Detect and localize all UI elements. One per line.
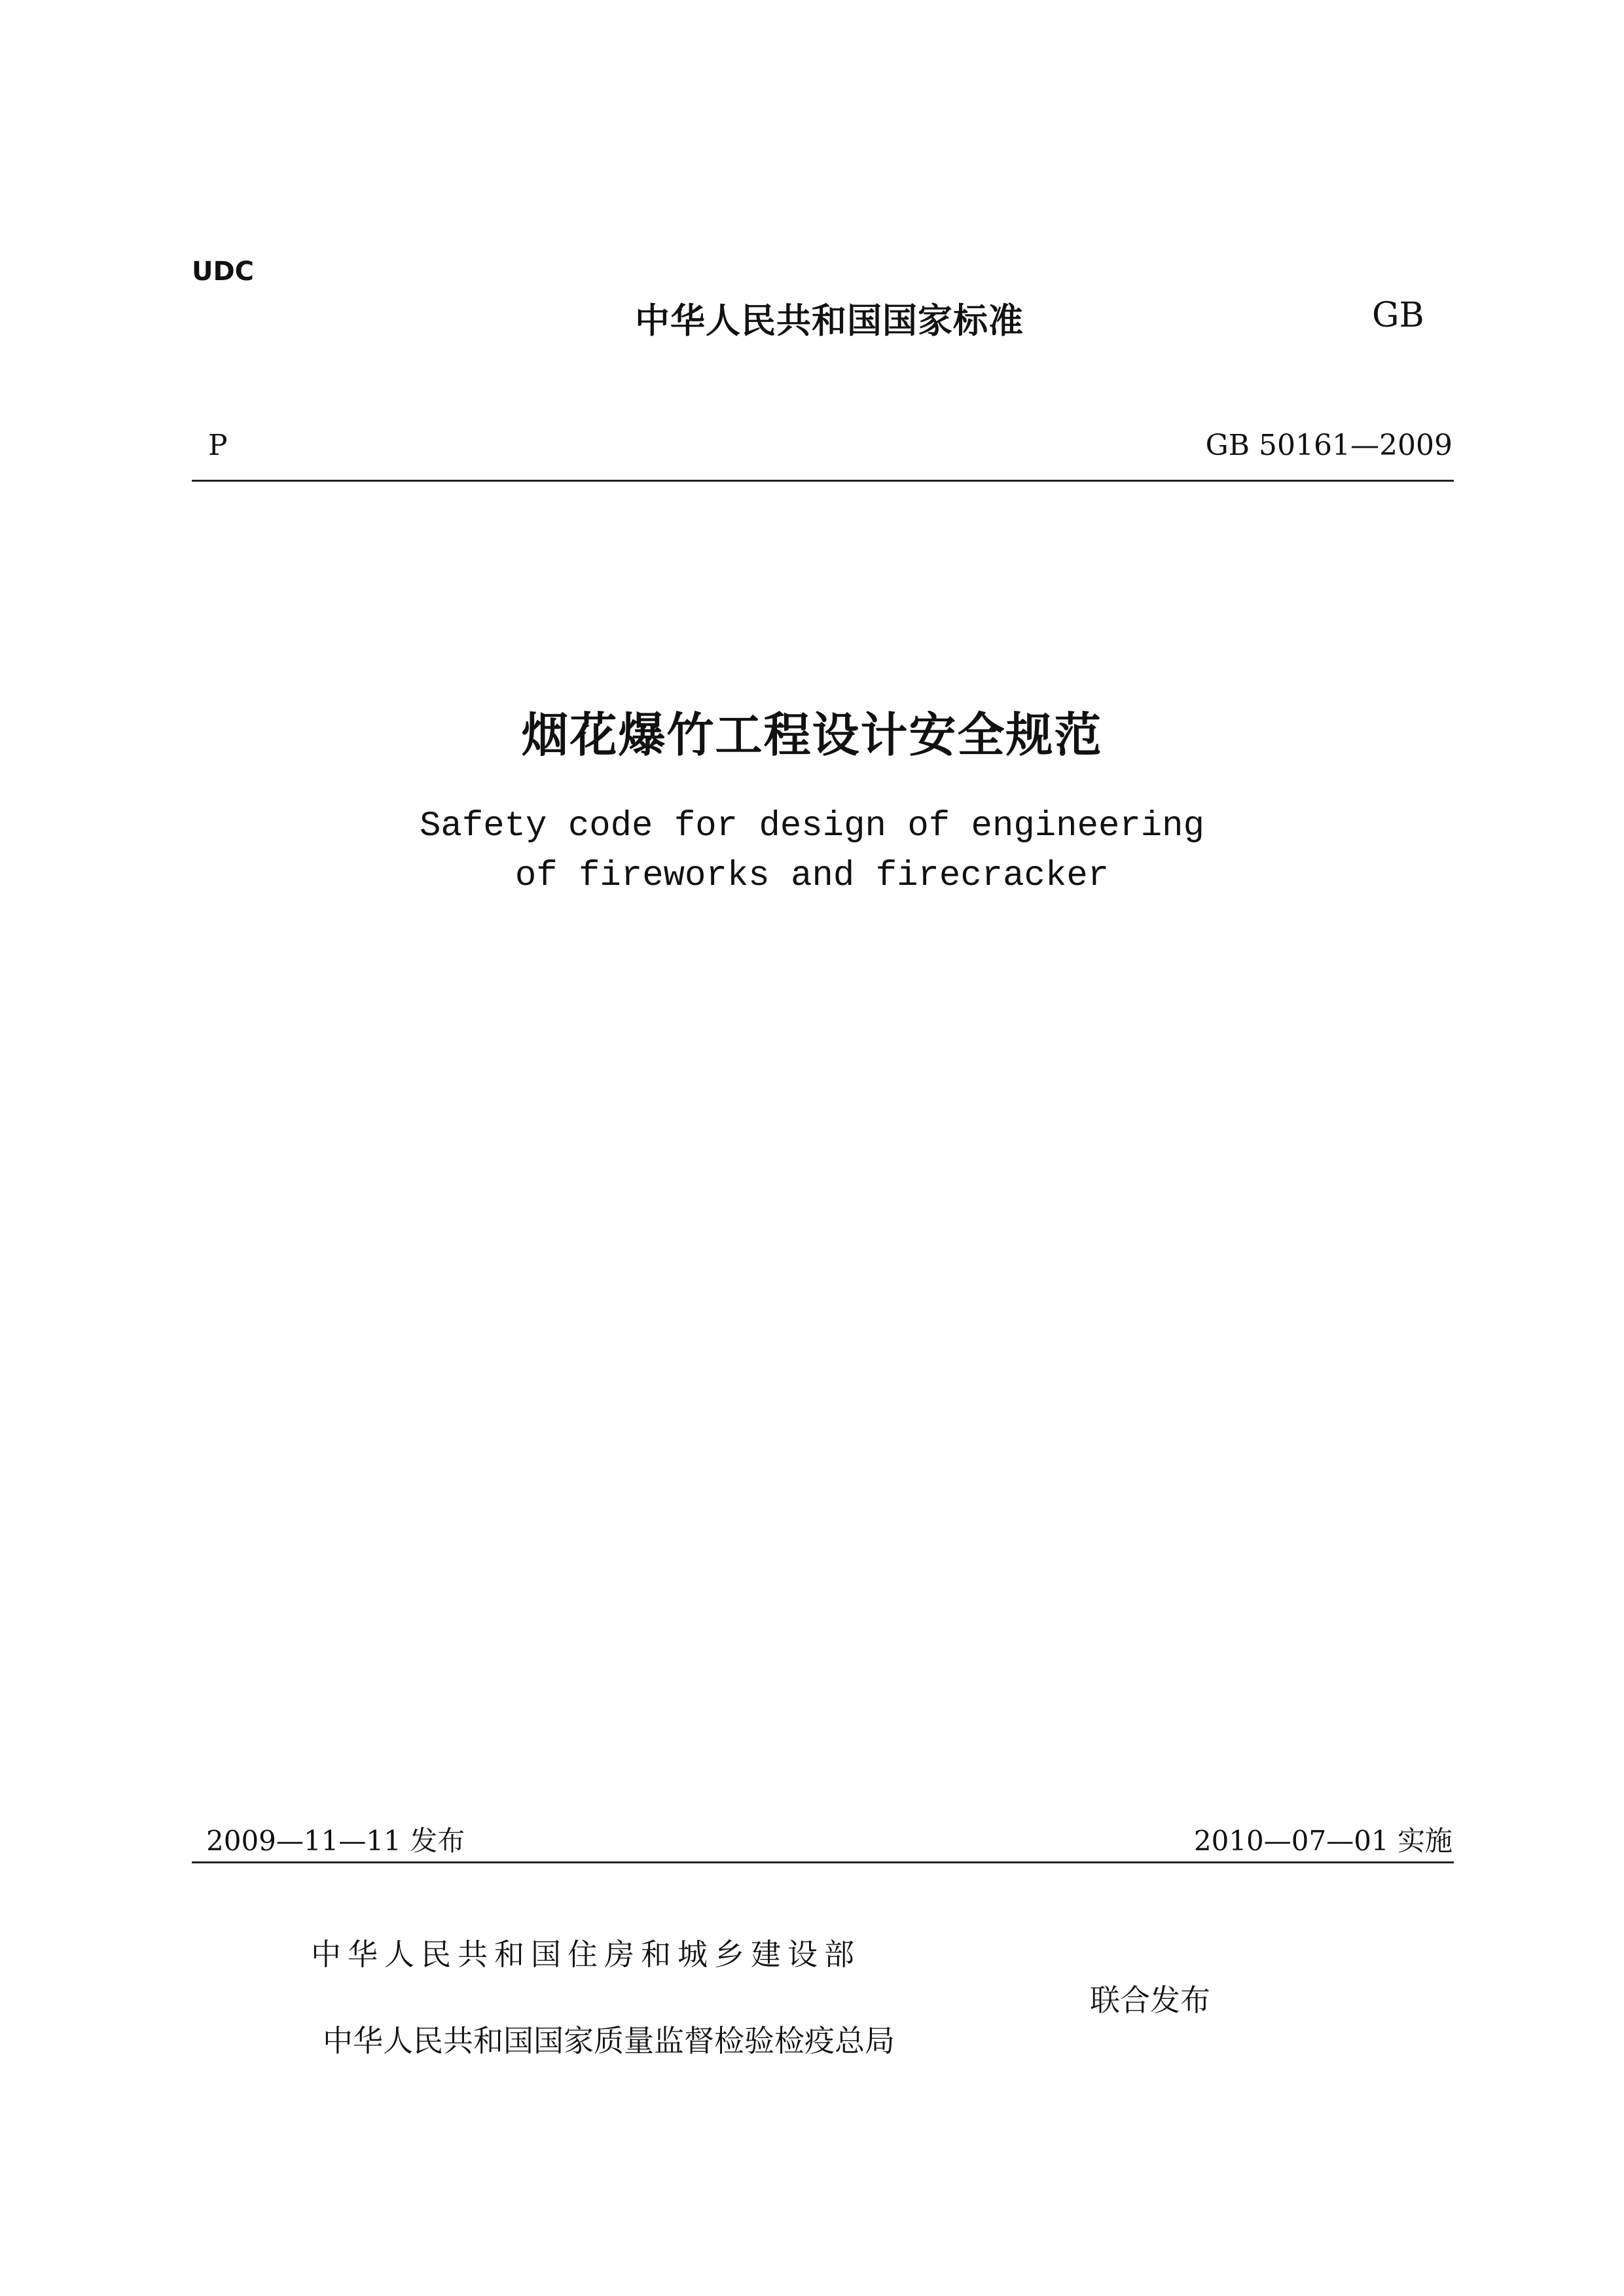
standard-number: GB 50161—2009 (1205, 429, 1453, 462)
classification-code: P (208, 429, 228, 462)
udc-label: UDC (192, 257, 255, 287)
national-standard-heading: 中华人民共和国国家标准 (635, 301, 1024, 341)
gb-mark: GB (1372, 296, 1424, 335)
english-title-line-2: of fireworks and firecracker (514, 856, 1110, 896)
english-title-line-1: Safety code for design of engineering (420, 806, 1204, 846)
header-divider (192, 480, 1454, 482)
document-title-english (0, 802, 1624, 901)
issuer-ministry-housing: 中华人民共和国住房和城乡建设部 (311, 1937, 861, 1972)
joint-release-label: 联合发布 (1090, 1982, 1210, 2018)
footer-divider (192, 1861, 1454, 1863)
issue-date: 2009—11—11 发布 (206, 1825, 465, 1857)
document-title-chinese: 烟花爆竹工程设计安全规范 (521, 708, 1103, 762)
issuer-quality-administration: 中华人民共和国国家质量监督检验检疫总局 (323, 2023, 895, 2058)
implementation-date: 2010—07—01 实施 (1193, 1825, 1453, 1857)
